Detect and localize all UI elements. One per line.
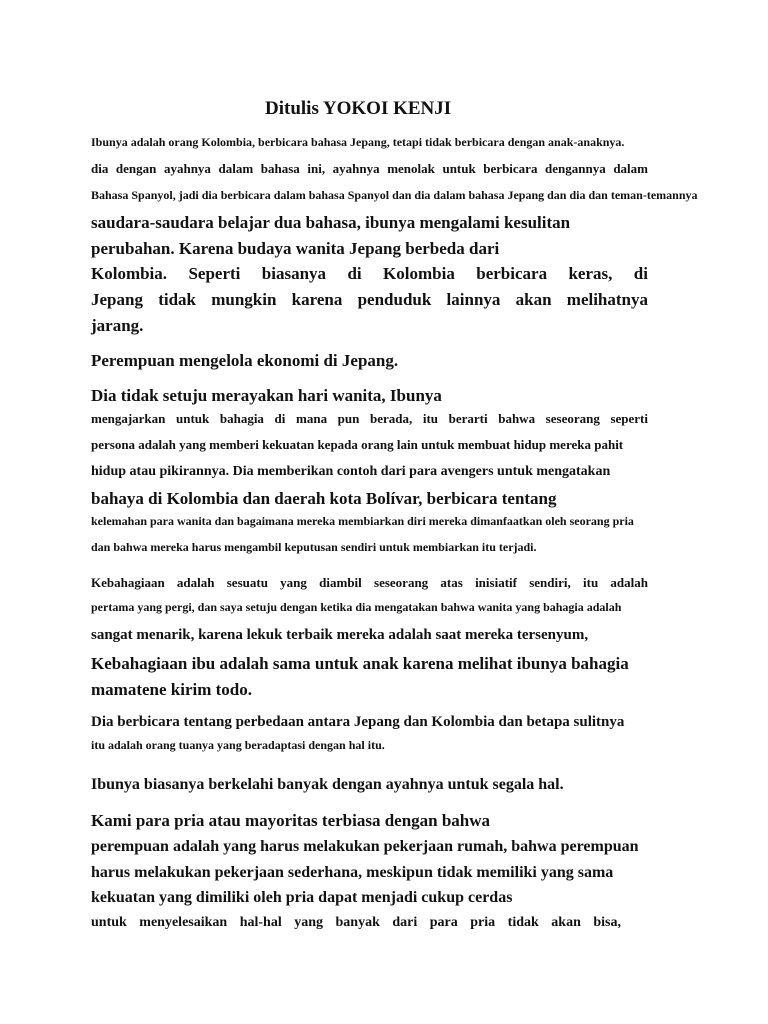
text-line: Ibunya biasanya berkelahi banyak dengan ayahnya untuk segala hal. — [91, 776, 564, 793]
text-line: Perempuan mengelola ekonomi di Jepang. — [91, 351, 399, 370]
text-line: Kolombia. Seperti biasanya di Kolombia berbicara keras, di — [91, 264, 648, 283]
text-line: jarang. — [91, 316, 144, 335]
text-line: dan bahwa mereka harus mengambil keputusan sendiri untuk membiarkan itu terjadi. — [91, 540, 537, 554]
text-line: harus melakukan pekerjaan sederhana, meskipun tidak memiliki yang sama — [91, 864, 614, 881]
text-line: sangat menarik, karena lekuk terbaik mereka adalah saat mereka tersenyum, — [91, 627, 589, 643]
text-line: kelemahan para wanita dan bagaimana mereka membiarkan diri mereka dimanfaatkan oleh seorang pria — [91, 514, 634, 528]
text-line: Jepang tidak mungkin karena penduduk lainnya akan melihatnya — [91, 290, 648, 309]
text-line: pertama yang pergi, dan saya setuju dengan ketika dia mengatakan bahwa wanita yang bahagia adalah — [91, 600, 622, 614]
text-line: hidup atau pikirannya. Dia memberikan contoh dari para avengers untuk mengatakan — [91, 464, 611, 479]
text-line: saudara-saudara belajar dua bahasa, ibunya mengalami kesulitan — [91, 213, 571, 232]
text-line: bahaya di Kolombia dan daerah kota Bolívar, berbicara tentang — [91, 489, 557, 508]
text-line: perempuan adalah yang harus melakukan pekerjaan rumah, bahwa perempuan — [91, 838, 639, 855]
text-line: persona adalah yang memberi kekuatan kepada orang lain untuk membuat hidup mereka pahit — [91, 437, 624, 452]
text-line: perubahan. Karena budaya wanita Jepang berbeda dari — [91, 239, 500, 258]
text-line: itu adalah orang tuanya yang beradaptasi dengan hal itu. — [91, 738, 385, 752]
text-line: kekuatan yang dimiliki oleh pria dapat menjadi cukup cerdas — [91, 889, 513, 906]
text-line: Kebahagiaan adalah sesuatu yang diambil seseorang atas inisiatif sendiri, itu adalah — [91, 575, 648, 590]
text-line: Kebahagiaan ibu adalah sama untuk anak karena melihat ibunya bahagia — [91, 654, 629, 673]
text-line: mamatene kirim todo. — [91, 680, 253, 699]
document-title: Ditulis YOKOI KENJI — [265, 98, 452, 119]
text-line: untuk menyelesaikan hal-hal yang banyak dari para pria tidak akan bisa, — [91, 915, 621, 930]
text-line: dia dengan ayahnya dalam bahasa ini, ayahnya menolak untuk berbicara dengannya dalam — [91, 161, 648, 176]
text-line: mengajarkan untuk bahagia di mana pun berada, itu berarti bahwa seseorang seperti — [91, 411, 648, 426]
text-line: Kami para pria atau mayoritas terbiasa dengan bahwa — [91, 811, 491, 830]
text-line: Bahasa Spanyol, jadi dia berbicara dalam bahasa Spanyol dan dia dalam bahasa Jepang dan dia dan teman-temannya — [91, 188, 698, 202]
text-line: Dia tidak setuju merayakan hari wanita, Ibunya — [91, 386, 442, 405]
text-line: Dia berbicara tentang perbedaan antara Jepang dan Kolombia dan betapa sulitnya — [91, 714, 625, 730]
text-line: Ibunya adalah orang Kolombia, berbicara bahasa Jepang, tetapi tidak berbicara dengan anak-anaknya. — [91, 135, 625, 149]
